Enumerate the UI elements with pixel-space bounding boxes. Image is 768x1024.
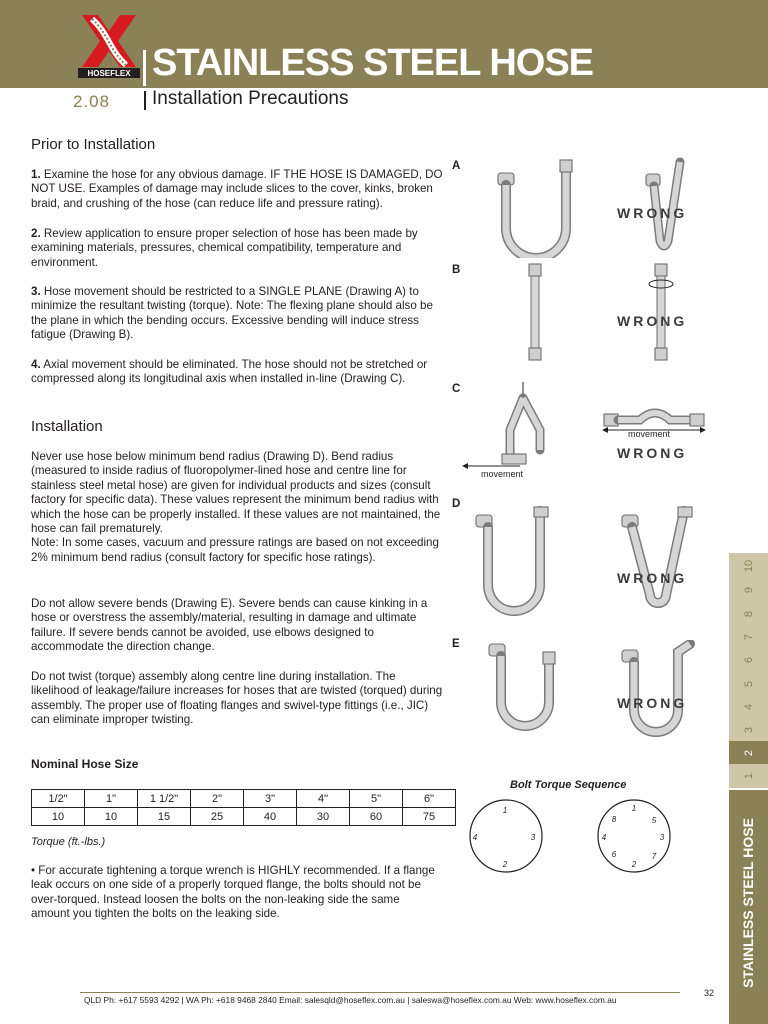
size-cell: 1 1/2" bbox=[138, 790, 191, 808]
hose-size-table bbox=[31, 789, 456, 826]
tab-4[interactable]: 4 bbox=[729, 695, 768, 719]
bolt-sequence-8 bbox=[590, 797, 680, 877]
prior-item-2: 2. Review application to ensure proper selection of hose has been made by examining materials, pressures, chemical compatibility, temperature and environment. bbox=[31, 227, 418, 269]
drawing-label-c: C bbox=[452, 383, 461, 395]
prior-item-4: 4. Axial movement should be eliminated. The hose should not be stretched or compressed along its longitudinal axis when installed in-line (Drawing C). bbox=[31, 358, 428, 386]
tab-2[interactable]: 2 bbox=[729, 741, 768, 765]
wrong-label-d: WRONG bbox=[617, 570, 688, 586]
tab-7[interactable]: 7 bbox=[729, 625, 768, 649]
torque-cell: 25 bbox=[191, 808, 244, 826]
drawing-label-b: B bbox=[452, 264, 461, 276]
installation-para-2: Do not allow severe bends (Drawing E). Severe bends can cause kinking in a hose or overstress the assembly/material, resulting in damage and ultimate failure. If severe bends cannot be avoided, use elbows designed to accommodate the direction change. bbox=[31, 597, 428, 654]
wrong-label-e: WRONG bbox=[617, 695, 688, 711]
size-cell: 3" bbox=[244, 790, 297, 808]
size-cell: 5" bbox=[350, 790, 403, 808]
drawing-b-wrong bbox=[646, 262, 676, 362]
movement-label-c: movement bbox=[481, 469, 524, 479]
tab-8[interactable]: 8 bbox=[729, 602, 768, 626]
torque-cell: 10 bbox=[32, 808, 85, 826]
drawing-d-correct bbox=[472, 505, 552, 625]
wrong-label-a: WRONG bbox=[617, 205, 688, 221]
page-subtitle: Installation Precautions bbox=[152, 88, 349, 109]
bolt-8-num-3: 3 bbox=[659, 833, 665, 842]
torque-bullet-note: • For accurate tightening a torque wrench is HIGHLY recommended. If a flange leak occurs on one side of a properly torqued flange, the bolts should not be over-torqued. Instead loosen the bolts on the non-leaking side the same amount you tighten the bolts on the leaking side. bbox=[31, 864, 435, 921]
size-cell: 2" bbox=[191, 790, 244, 808]
wrong-label-b: WRONG bbox=[617, 313, 688, 329]
torque-cell: 15 bbox=[138, 808, 191, 826]
torque-cell: 60 bbox=[350, 808, 403, 826]
installation-para-1: Never use hose below minimum bend radius (Drawing D). Bend radius (measured to inside radius of fluoropolymer-lined hose and centre line for stainless steel metal hose) are given for individual products and sizes (consult factory for specific data). These values represent the minimum bend radius with which the hose can be properly installed. If these values are not maintained, the hose can fail prematurely. Note: In some cases, vacuum and pressure ratings are based on not exceeding 2% minimum bend radius (consult factory for specific hose ratings). bbox=[31, 450, 441, 564]
prior-item-3: 3. Hose movement should be restricted to a SINGLE PLANE (Drawing A) to minimize the resultant twisting (torque). Note: The flexing plane should also be the plane in which the bending occurs. Excessive bending will induce stress fatigue (Drawing B). bbox=[31, 285, 433, 342]
hose-size-heading: Nominal Hose Size bbox=[31, 757, 139, 771]
drawing-label-d: D bbox=[452, 498, 461, 510]
drawing-c-correct bbox=[460, 380, 560, 470]
torque-cell: 30 bbox=[297, 808, 350, 826]
size-cell: 4" bbox=[297, 790, 350, 808]
torque-unit-label: Torque (ft.-lbs.) bbox=[31, 836, 106, 848]
section-tabs bbox=[729, 553, 768, 788]
title-divider bbox=[143, 50, 146, 86]
bolt-8-num-6: 6 bbox=[611, 850, 617, 859]
bolt-4-num-3: 3 bbox=[530, 833, 536, 842]
bolt-8-num-2: 2 bbox=[631, 860, 637, 869]
footer-contact: QLD Ph: +617 5593 4292 | WA Ph: +618 9468 2840 Email: salesqld@hoseflex.com.au | saleswa@hoseflex.com.au Web: www.hoseflex.com.au bbox=[84, 995, 617, 1005]
tab-9[interactable]: 9 bbox=[729, 578, 768, 603]
prior-item-1: 1. Examine the hose for any obvious damage. IF THE HOSE IS DAMAGED, DO NOT USE. Examples of damage may include slices to the cover, kinks, broken braid, and crushing of the hose (can reduce life and pressure rating). bbox=[31, 168, 443, 210]
bolt-8-num-4: 4 bbox=[601, 833, 607, 842]
drawing-e-wrong bbox=[620, 640, 700, 740]
size-cell: 1/2" bbox=[32, 790, 85, 808]
subtitle-divider bbox=[144, 91, 146, 110]
size-cell: 1" bbox=[85, 790, 138, 808]
drawing-b-correct bbox=[525, 262, 545, 362]
tab-10[interactable]: 10 bbox=[729, 553, 768, 579]
bolt-torque-title: Bolt Torque Sequence bbox=[510, 779, 627, 791]
torque-cell: 10 bbox=[85, 808, 138, 826]
section-number: 2.08 bbox=[73, 92, 111, 111]
bolt-4-num-4: 4 bbox=[472, 833, 478, 842]
drawing-a-correct bbox=[488, 158, 578, 258]
size-cell: 6" bbox=[403, 790, 456, 808]
page-title: STAINLESS STEEL HOSE bbox=[152, 42, 594, 84]
bolt-8-num-8: 8 bbox=[611, 815, 617, 824]
tab-6[interactable]: 6 bbox=[729, 648, 768, 673]
size-row bbox=[32, 790, 456, 808]
bolt-sequence-4 bbox=[462, 797, 552, 877]
torque-row bbox=[32, 808, 456, 826]
movement-label-c-wrong: movement bbox=[628, 429, 671, 439]
hoseflex-logo bbox=[78, 15, 140, 83]
drawing-e-correct bbox=[485, 640, 565, 740]
svg-text:HOSEFLEX: HOSEFLEX bbox=[87, 69, 131, 78]
tab-5[interactable]: 5 bbox=[729, 672, 768, 696]
drawing-label-a: A bbox=[452, 160, 461, 172]
tab-1[interactable]: 1 bbox=[729, 764, 768, 789]
sidebar-section-label: STAINLESS STEEL HOSE bbox=[740, 818, 756, 988]
torque-cell: 75 bbox=[403, 808, 456, 826]
bolt-8-num-5: 5 bbox=[651, 816, 657, 825]
prior-heading: Prior to Installation bbox=[31, 136, 156, 153]
tab-3[interactable]: 3 bbox=[729, 718, 768, 742]
bolt-4-num-2: 2 bbox=[502, 860, 508, 869]
wrong-label-c: WRONG bbox=[617, 445, 688, 461]
drawing-label-e: E bbox=[452, 638, 460, 650]
drawing-d-wrong bbox=[620, 505, 700, 625]
bolt-8-num-1: 1 bbox=[631, 804, 637, 813]
torque-cell: 40 bbox=[244, 808, 297, 826]
page-number: 32 bbox=[704, 988, 715, 998]
bolt-4-num-1: 1 bbox=[502, 806, 508, 815]
footer-divider bbox=[80, 992, 680, 993]
installation-heading: Installation bbox=[31, 418, 103, 435]
bolt-8-num-7: 7 bbox=[651, 852, 657, 861]
installation-para-3: Do not twist (torque) assembly along centre line during installation. The likelihood of leakage/failure increases for hoses that are twisted (torqued) during assembly. The proper use of floating flanges and swivel-type fittings (i.e., JIC) can eliminate improper twisting. bbox=[31, 670, 443, 727]
